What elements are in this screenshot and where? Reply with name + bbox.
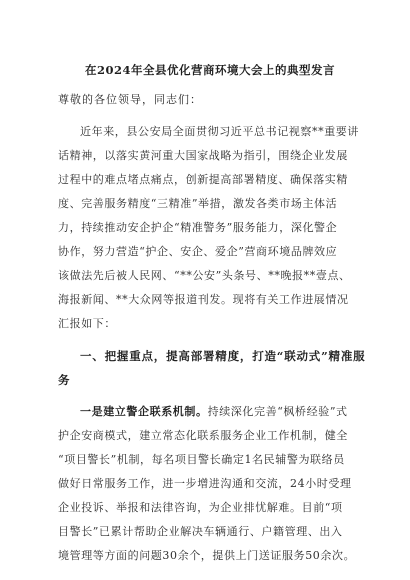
paragraph-line: 护企安商模式，建立常态化联系服务企业工作机制，健全 [58,429,348,442]
intro-line: 度、完善服务精度“三精准”举措，激发各类市场主体活 [58,197,338,210]
paragraph-line: “项目警长”机制，每名项目警长确定1名民辅警为联络员 [58,453,345,466]
paragraph-line: 境管理等方面的问题30余个，提供上门送证服务50余次。 [58,549,356,562]
section-heading: 一、把握重点，提高部署精度，打造“联动式”精准服 [80,349,366,363]
intro-line: 汇报如下： [58,317,116,330]
intro-line: 该做法先后被人民网、“**公安”头条号、**晚报**壹点、 [58,269,351,282]
paragraph-line: 做好日常服务工作，进一步增进沟通和交流，24小时受理 [58,477,352,490]
intro-line: 力，持续推动安企护企“精准警务”服务能力，深化警企 [58,221,338,234]
intro-line: 话精神，以落实黄河重大国家战略为指引，围绕企业发展 [58,149,348,162]
paragraph-line [80,404,348,420]
salutation: 尊敬的各位领导，同志们： [58,93,202,106]
intro-line: 海报新闻、**大众网等报道刊发。现将有关工作进展情况 [58,293,349,306]
paragraph-lead-rest: 持续深化完善“枫桥经验”式 [207,405,348,418]
section-heading: 务 [58,373,71,387]
document-title: 在2024年全县优化营商环境大会上的典型发言 [84,63,335,77]
intro-line: 近年来，县公安局全面贯彻习近平总书记视察**重要讲 [80,125,359,138]
intro-line: 协作，努力营造“护企、安企、爱企”营商环境品牌效应 [58,245,338,258]
intro-line: 过程中的难点堵点痛点，创新提高部署精度、确保落实精 [58,173,348,186]
paragraph-line: 目警长”已累计帮助企业解决车辆通行、户籍管理、出入 [58,525,343,538]
paragraph-line: 企业投诉、举报和法律咨询，为企业排忧解难。目前“项 [58,501,343,514]
paragraph-lead: 一是建立警企联系机制。 [80,405,208,418]
